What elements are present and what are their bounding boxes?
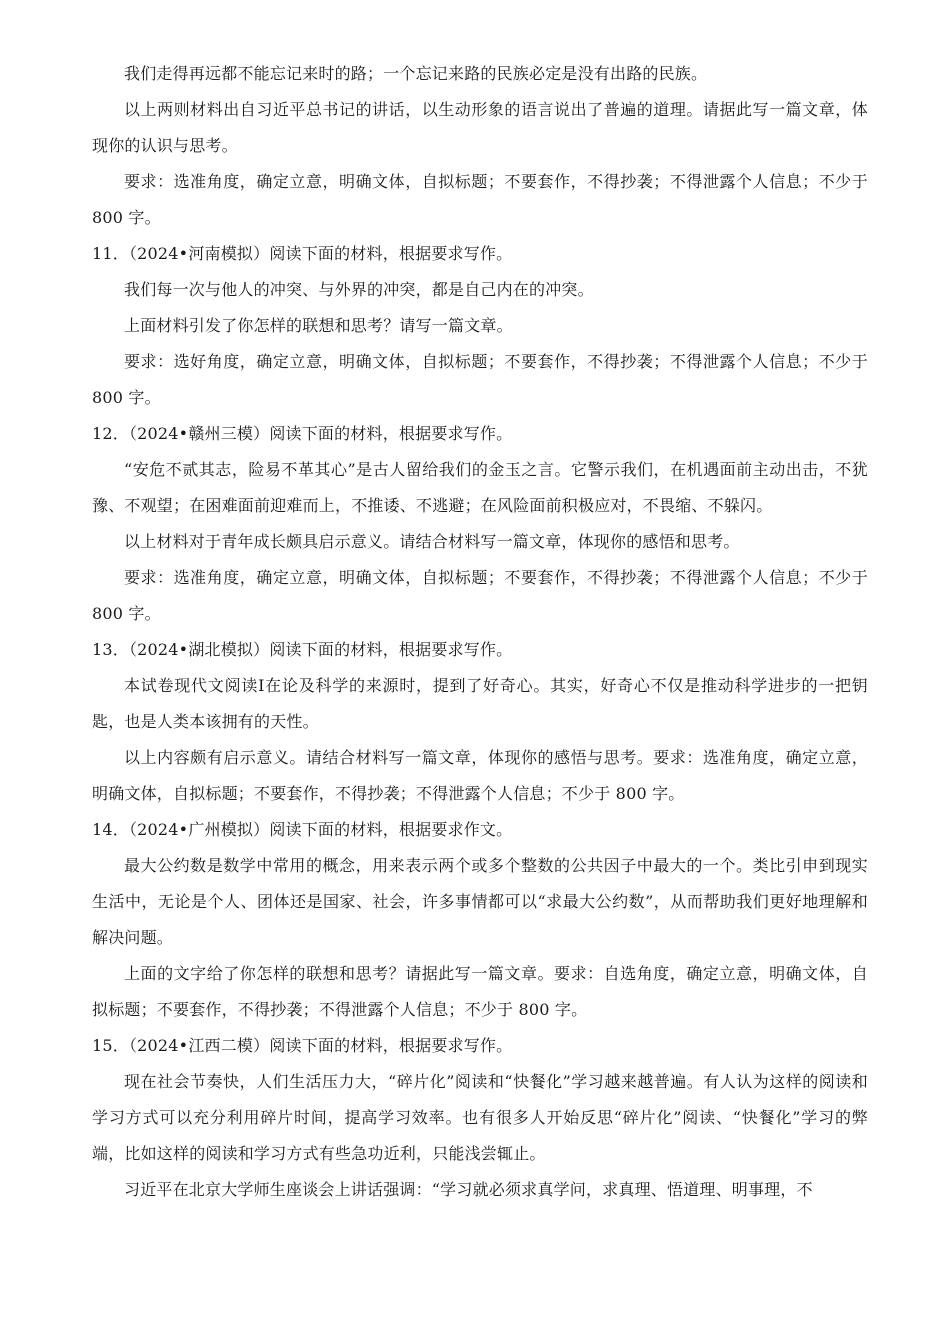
paragraph: 以上两则材料出自习近平总书记的讲话，以生动形象的语言说出了普遍的道理。请据此写一篇文章，体现你的认识与思考。 <box>92 100 868 155</box>
paragraph: 上面的文字给了你怎样的联想和思考？请据此写一篇文章。要求：自选角度，确定立意，明确文体，自拟标题；不要套作，不得抄袭；不得泄露个人信息；不少于 800 字。 <box>92 964 868 1019</box>
question-14 <box>92 812 868 1028</box>
paragraph: 最大公约数是数学中常用的概念，用来表示两个或多个整数的公共因子中最大的一个。类比引申到现实生活中，无论是个人、团体还是国家、社会，许多事情都可以“求最大公约数”，从而帮助我们更好地理解和解决问题。 <box>92 856 868 947</box>
question-12 <box>92 416 868 632</box>
question-heading: 13．（2024•湖北模拟）阅读下面的材料，根据要求写作。 <box>92 640 513 659</box>
previous-question-tail <box>92 56 868 236</box>
question-heading: 12．（2024•赣州三模）阅读下面的材料，根据要求写作。 <box>92 424 513 443</box>
paragraph: 要求：选准角度，确定立意，明确文体，自拟标题；不要套作，不得抄袭；不得泄露个人信息；不少于 800 字。 <box>92 568 868 623</box>
paragraph: 我们每一次与他人的冲突、与外界的冲突，都是自己内在的冲突。 <box>124 280 594 299</box>
paragraph: 以上材料对于青年成长颇具启示意义。请结合材料写一篇文章，体现你的感悟和思考。 <box>124 532 740 551</box>
paragraph: 要求：选准角度，确定立意，明确文体，自拟标题；不要套作，不得抄袭；不得泄露个人信息；不少于 800 字。 <box>92 172 868 227</box>
question-heading: 14．（2024•广州模拟）阅读下面的材料，根据要求作文。 <box>92 820 513 839</box>
paragraph: 上面材料引发了你怎样的联想和思考？请写一篇文章。 <box>124 316 513 335</box>
paragraph: 习近平在北京大学师生座谈会上讲话强调：“学习就必须求真学问，求真理、悟道理、明事理，不 <box>124 1180 813 1199</box>
question-heading: 15．（2024•江西二模）阅读下面的材料，根据要求写作。 <box>92 1036 513 1055</box>
paragraph: 我们走得再远都不能忘记来时的路；一个忘记来路的民族必定是没有出路的民族。 <box>124 64 708 83</box>
paragraph: 本试卷现代文阅读Ⅰ在论及科学的来源时，提到了好奇心。其实，好奇心不仅是推动科学进步的一把钥匙，也是人类本该拥有的天性。 <box>92 676 868 731</box>
question-heading: 11．（2024•河南模拟）阅读下面的材料，根据要求写作。 <box>92 244 513 263</box>
paragraph: 以上内容颇有启示意义。请结合材料写一篇文章，体现你的感悟与思考。要求：选准角度，确定立意，明确文体，自拟标题；不要套作，不得抄袭；不得泄露个人信息；不少于 800 字。 <box>92 748 868 803</box>
question-13 <box>92 632 868 812</box>
paragraph: 现在社会节奏快，人们生活压力大，“碎片化”阅读和“快餐化”学习越来越普遍。有人认为这样的阅读和学习方式可以充分利用碎片时间，提高学习效率。也有很多人开始反思“碎片化”阅读、“快餐化”学习的弊端，比如这样的阅读和学习方式有些急功近利，只能浅尝辄止。 <box>92 1072 868 1163</box>
paragraph: “安危不贰其志，险易不革其心”是古人留给我们的金玉之言。它警示我们，在机遇面前主动出击，不犹豫、不观望；在困难面前迎难而上，不推诿、不逃避；在风险面前积极应对，不畏缩、不躲闪。 <box>92 460 868 515</box>
paragraph: 要求：选好角度，确定立意，明确文体，自拟标题；不要套作，不得抄袭；不得泄露个人信息；不少于 800 字。 <box>92 352 868 407</box>
question-15 <box>92 1028 868 1208</box>
question-11 <box>92 236 868 416</box>
